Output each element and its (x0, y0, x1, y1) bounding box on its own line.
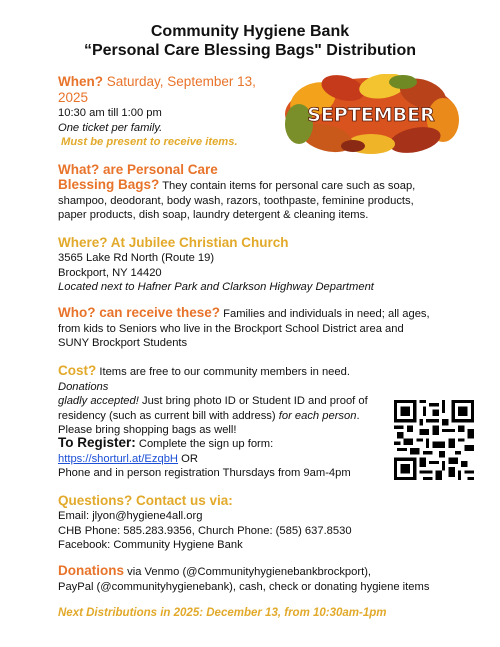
contact-email: Email: jlyon@hygiene4all.org (58, 510, 203, 522)
cost-line2b: Just bring photo ID or Student ID and proof of (141, 395, 368, 407)
where-location-note: Located next to Hafner Park and Clarkson Highway Department (58, 281, 374, 293)
who-heading: Who? can receive these? (58, 305, 221, 320)
contact-phones: CHB Phone: 585.283.9356, Church Phone: (585) 637.8530 (58, 524, 352, 537)
who-text-line: from kids to Seniors who live in the Brockport School District area and (58, 322, 404, 335)
cost-line3c: . (356, 409, 360, 422)
what-text-first: They contain items for personal care such as soap, (162, 180, 416, 192)
where-address-line2: Brockport, NY 14420 (58, 266, 162, 279)
who-text-first: Families and individuals in need; all ages, (223, 308, 430, 320)
what-text-line: shampoo, deodorant, body wash, razors, toothpaste, feminine products, (58, 194, 414, 207)
cost-section (58, 364, 388, 438)
register-intro: Complete the sign up form: (138, 438, 274, 450)
register-section (58, 436, 388, 481)
cost-line1a: Items are free to our community members in need. (99, 366, 350, 378)
donations-section (58, 564, 488, 594)
what-text-line: paper products, dish soap, laundry detergent & cleaning items. (58, 209, 369, 221)
questions-section (58, 492, 478, 553)
register-link-suffix: OR (181, 452, 198, 465)
what-section (58, 162, 478, 223)
donations-text-first: via Venmo (@Communityhygienebankbrockport), (127, 566, 372, 578)
when-date-line2: 2025 (58, 90, 89, 105)
what-heading-line1: What? are Personal Care (58, 162, 218, 177)
who-section (58, 306, 478, 351)
cost-line4: Please bring shopping bags as well! (58, 424, 237, 436)
donations-text-second: PayPal (@communityhygienebank), cash, check or donating hygiene items (58, 580, 430, 593)
signup-form-link[interactable]: https://shorturl.at/EzqbH (58, 452, 179, 465)
when-date-line1: Saturday, September 13, (106, 74, 256, 89)
page-subtitle: “Personal Care Blessing Bags" Distribution (83, 42, 417, 59)
where-section (58, 235, 478, 295)
where-address-line1: 3565 Lake Rd North (Route 19) (58, 252, 215, 264)
when-present-note: Must be present to receive items. (61, 136, 238, 148)
when-heading: When? (58, 74, 103, 89)
register-heading: To Register: (58, 435, 136, 450)
who-text-line: SUNY Brockport Students (58, 337, 188, 349)
donations-heading: Donations (58, 563, 124, 578)
banner-word: SEPTEMBER (307, 104, 435, 126)
cost-line2a: gladly accepted! (58, 395, 139, 407)
next-distribution-note: Next Distributions in 2025: December 13, from 10:30am-1pm (58, 607, 387, 619)
september-leaves-banner (283, 74, 459, 154)
when-ticket-note: One ticket per family. (58, 121, 163, 134)
cost-line1b: Donations (58, 380, 109, 393)
when-time: 10:30 am till 1:00 pm (58, 107, 162, 119)
cost-line3a: residency (such as current bill with address) (58, 409, 276, 422)
qr-code[interactable] (394, 400, 474, 480)
cost-heading: Cost? (58, 363, 97, 378)
where-heading: Where? At Jubilee Christian Church (58, 235, 289, 250)
cost-line3b: for each person (278, 409, 357, 422)
register-phone-line: Phone and in person registration Thursdays from 9am-4pm (58, 467, 351, 479)
page-title: Community Hygiene Bank (150, 23, 350, 40)
contact-facebook: Facebook: Community Hygiene Bank (58, 539, 243, 551)
what-heading-line2: Blessing Bags? (58, 177, 160, 192)
when-section (58, 74, 256, 150)
questions-heading: Questions? Contact us via: (58, 493, 233, 508)
